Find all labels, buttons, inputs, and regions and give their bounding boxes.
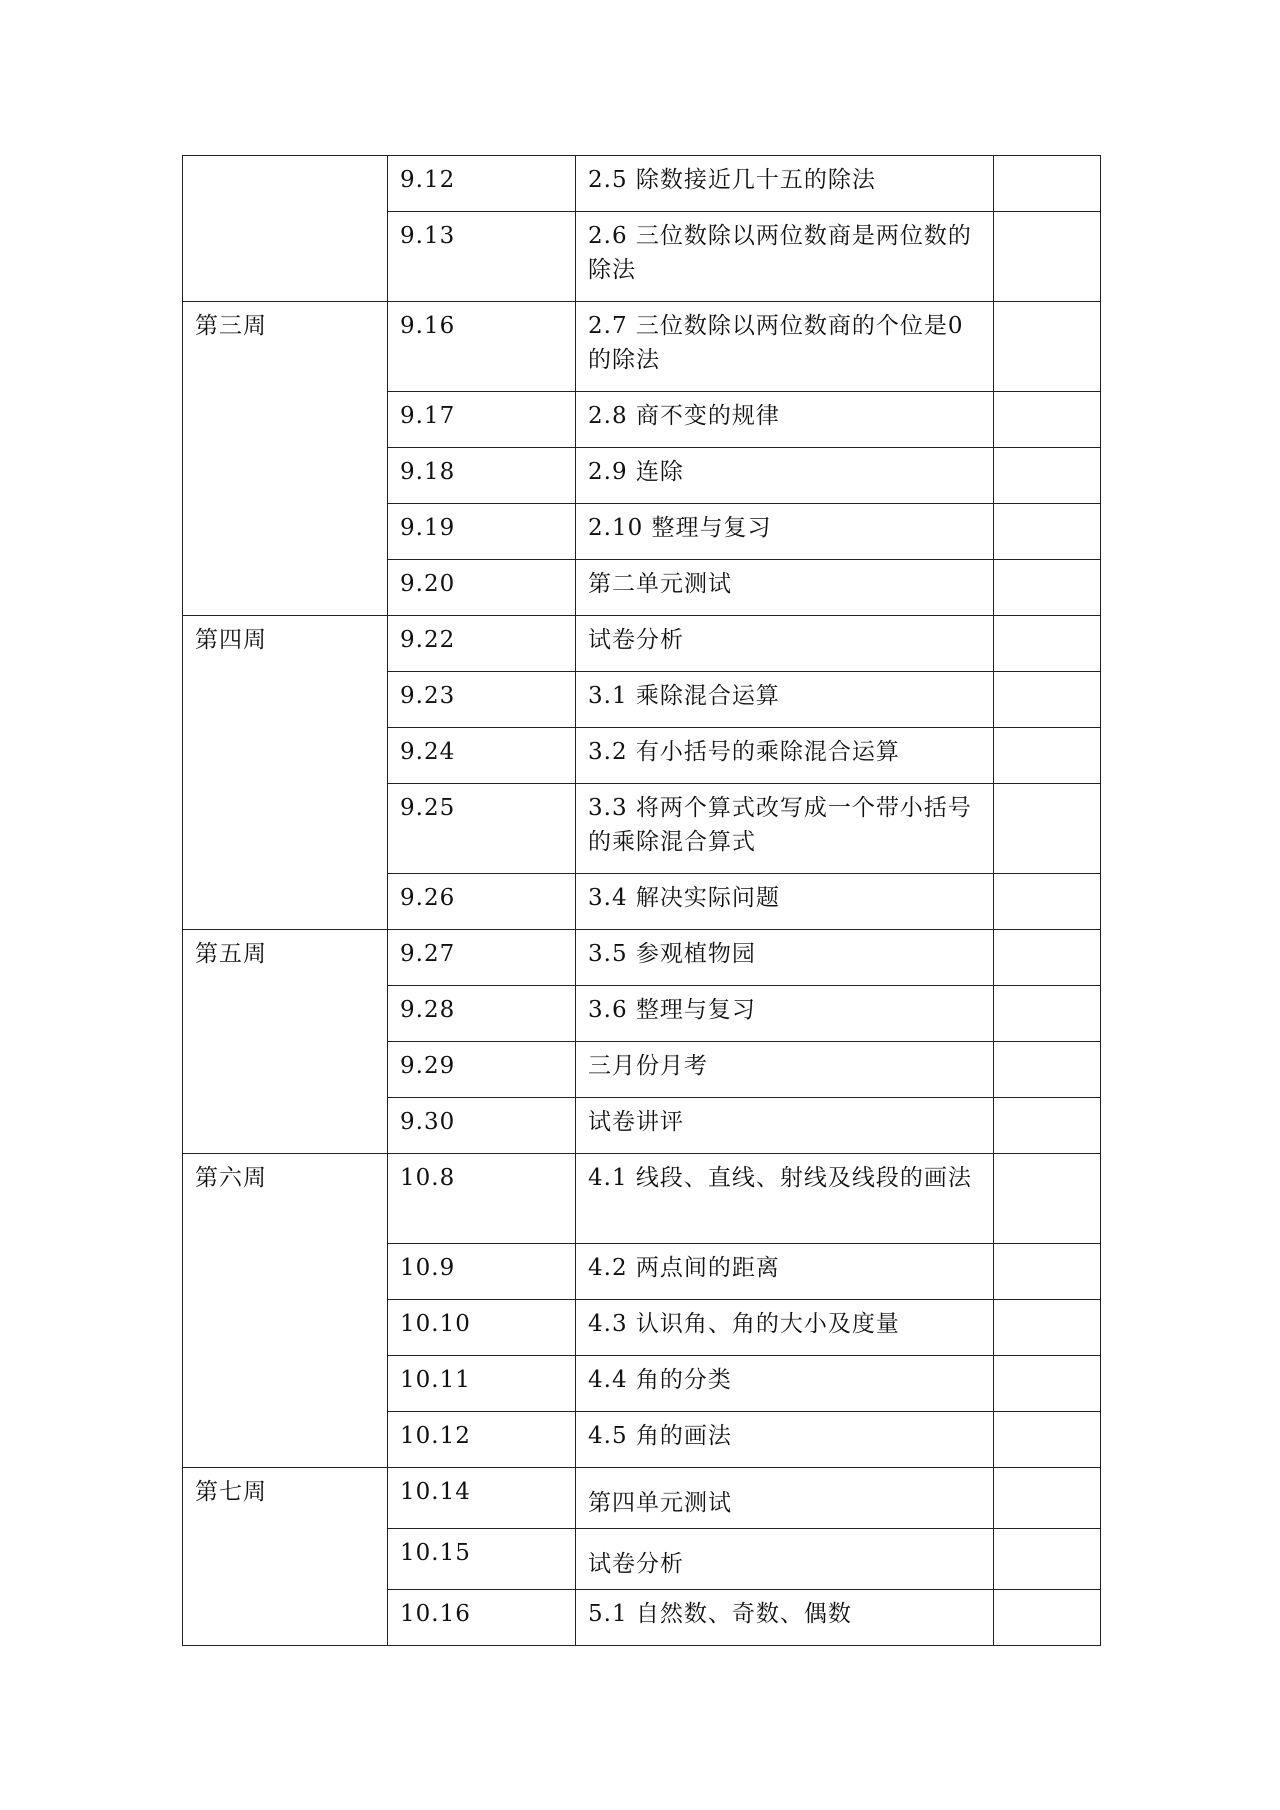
table-row — [183, 1154, 1101, 1244]
week-cell: 第五周 — [183, 930, 388, 1154]
note-cell — [994, 560, 1101, 616]
date-cell: 10.10 — [388, 1300, 576, 1356]
topic-cell: 2.10 整理与复习 — [576, 504, 994, 560]
date-cell: 10.11 — [388, 1356, 576, 1412]
date-cell: 10.15 — [388, 1529, 576, 1590]
note-cell — [994, 156, 1101, 212]
date-cell: 10.9 — [388, 1244, 576, 1300]
topic-cell: 4.1 线段、直线、射线及线段的画法 — [576, 1154, 994, 1244]
date-cell: 9.17 — [388, 392, 576, 448]
topic-cell: 3.6 整理与复习 — [576, 986, 994, 1042]
note-cell — [994, 392, 1101, 448]
topic-cell: 试卷分析 — [576, 616, 994, 672]
table-row — [183, 156, 1101, 212]
topic-cell: 3.1 乘除混合运算 — [576, 672, 994, 728]
topic-cell: 2.8 商不变的规律 — [576, 392, 994, 448]
table-row — [183, 616, 1101, 672]
note-cell — [994, 1154, 1101, 1244]
note-cell — [994, 1098, 1101, 1154]
topic-cell: 3.2 有小括号的乘除混合运算 — [576, 728, 994, 784]
week-cell: 第三周 — [183, 302, 388, 616]
date-cell: 9.23 — [388, 672, 576, 728]
note-cell — [994, 930, 1101, 986]
date-cell: 10.8 — [388, 1154, 576, 1244]
topic-cell: 试卷分析 — [576, 1529, 994, 1590]
note-cell — [994, 212, 1101, 302]
note-cell — [994, 1300, 1101, 1356]
week-cell: 第七周 — [183, 1468, 388, 1646]
note-cell — [994, 1412, 1101, 1468]
date-cell: 9.25 — [388, 784, 576, 874]
date-cell: 9.28 — [388, 986, 576, 1042]
date-cell: 9.27 — [388, 930, 576, 986]
note-cell — [994, 728, 1101, 784]
topic-cell: 3.3 将两个算式改写成一个带小括号的乘除混合算式 — [576, 784, 994, 874]
date-cell: 9.26 — [388, 874, 576, 930]
topic-cell: 4.5 角的画法 — [576, 1412, 994, 1468]
topic-cell: 2.5 除数接近几十五的除法 — [576, 156, 994, 212]
note-cell — [994, 504, 1101, 560]
note-cell — [994, 1590, 1101, 1646]
date-cell: 9.29 — [388, 1042, 576, 1098]
date-cell: 9.18 — [388, 448, 576, 504]
date-cell: 9.19 — [388, 504, 576, 560]
topic-cell: 三月份月考 — [576, 1042, 994, 1098]
schedule-table — [182, 155, 1101, 1646]
note-cell — [994, 616, 1101, 672]
table-row — [183, 930, 1101, 986]
note-cell — [994, 874, 1101, 930]
topic-cell: 3.4 解决实际问题 — [576, 874, 994, 930]
date-cell: 9.24 — [388, 728, 576, 784]
topic-cell: 2.6 三位数除以两位数商是两位数的除法 — [576, 212, 994, 302]
date-cell: 9.13 — [388, 212, 576, 302]
week-cell — [183, 156, 388, 302]
topic-cell: 5.1 自然数、奇数、偶数 — [576, 1590, 994, 1646]
note-cell — [994, 986, 1101, 1042]
topic-cell: 3.5 参观植物园 — [576, 930, 994, 986]
week-cell: 第四周 — [183, 616, 388, 930]
note-cell — [994, 448, 1101, 504]
table-row — [183, 1468, 1101, 1529]
note-cell — [994, 1529, 1101, 1590]
note-cell — [994, 302, 1101, 392]
note-cell — [994, 1244, 1101, 1300]
date-cell: 10.14 — [388, 1468, 576, 1529]
note-cell — [994, 1042, 1101, 1098]
topic-cell: 第四单元测试 — [576, 1468, 994, 1529]
week-cell: 第六周 — [183, 1154, 388, 1468]
date-cell: 9.22 — [388, 616, 576, 672]
topic-cell: 4.4 角的分类 — [576, 1356, 994, 1412]
topic-cell: 2.9 连除 — [576, 448, 994, 504]
date-cell: 9.16 — [388, 302, 576, 392]
note-cell — [994, 672, 1101, 728]
topic-cell: 试卷讲评 — [576, 1098, 994, 1154]
date-cell: 10.12 — [388, 1412, 576, 1468]
topic-cell: 2.7 三位数除以两位数商的个位是0的除法 — [576, 302, 994, 392]
note-cell — [994, 784, 1101, 874]
table-row — [183, 302, 1101, 392]
date-cell: 9.30 — [388, 1098, 576, 1154]
note-cell — [994, 1468, 1101, 1529]
date-cell: 9.20 — [388, 560, 576, 616]
date-cell: 9.12 — [388, 156, 576, 212]
topic-cell: 第二单元测试 — [576, 560, 994, 616]
note-cell — [994, 1356, 1101, 1412]
date-cell: 10.16 — [388, 1590, 576, 1646]
topic-cell: 4.2 两点间的距离 — [576, 1244, 994, 1300]
topic-cell: 4.3 认识角、角的大小及度量 — [576, 1300, 994, 1356]
